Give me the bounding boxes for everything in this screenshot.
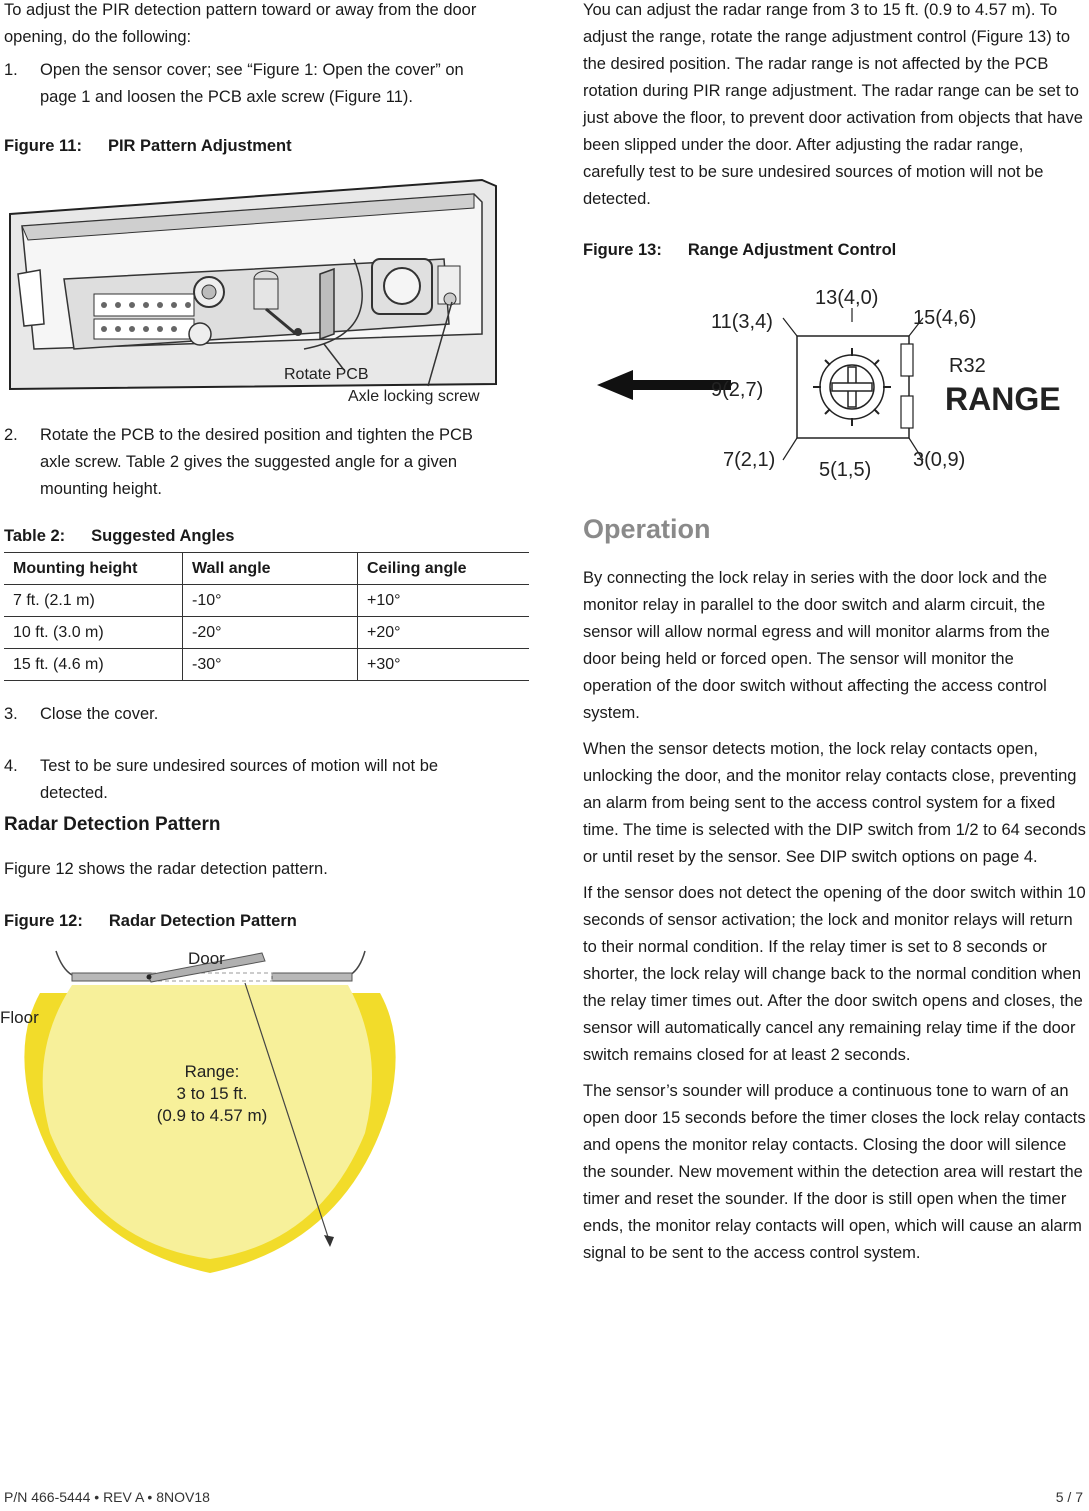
range-pos-15-label: 15(4,6) — [913, 307, 977, 329]
table-row — [4, 617, 529, 649]
range-pos-3-label: 3(0,9) — [913, 449, 966, 471]
table-row — [4, 649, 529, 681]
step-2 — [4, 422, 504, 503]
caption-number: Table 2: — [4, 527, 66, 545]
door-label: Door — [188, 949, 225, 968]
table-cell: +30° — [358, 649, 530, 681]
figure-12-caption — [4, 908, 529, 935]
table-cell: +20° — [358, 617, 530, 649]
range-label-line-2: 3 to 15 ft. — [176, 1084, 248, 1103]
axle-screw-label: Axle locking screw — [348, 388, 480, 405]
operation-paragraph-1: By connecting the lock relay in series with the door lock and the monitor relay in parallel to the door switch and alarm circuit, the sensor will allow normal egress and will monitor alarms from the door being held or forced open. The sensor will monitor the operation of the door switch without affecting the access control system. — [583, 569, 1050, 722]
part-number-label: R32 — [949, 355, 986, 377]
range-pos-13-label: 13(4,0) — [815, 287, 879, 309]
left-column — [0, 0, 529, 1283]
intro-paragraph: To adjust the PIR detection pattern toward or away from the door opening, do the following: — [4, 1, 477, 46]
table-cell: -10° — [183, 585, 358, 617]
step-number: 1. — [4, 61, 18, 79]
table-cell: 15 ft. (4.6 m) — [4, 649, 183, 681]
range-label-line-1: Range: — [184, 1062, 240, 1081]
figure-13-caption — [583, 237, 1086, 264]
column-header: Ceiling angle — [358, 553, 530, 585]
radar-pattern-illustration — [0, 943, 420, 1283]
step-1 — [4, 57, 504, 111]
table-cell: 7 ft. (2.1 m) — [4, 585, 183, 617]
table-cell: +10° — [358, 585, 530, 617]
range-pos-7-label: 7(2,1) — [723, 449, 776, 471]
operation-paragraph-2: When the sensor detects motion, the lock relay contacts open, unlocking the door, and the monitor relay contacts close, preventing an alarm from being sent to the access control system for a fixed time. The time is selected with the DIP switch from 1/2 to 64 seconds or until reset by the sensor. See DIP switch options on page 4. — [583, 740, 1086, 866]
column-header: Wall angle — [183, 553, 358, 585]
step-number: 2. — [4, 426, 18, 444]
floor-label: Floor — [0, 1008, 39, 1027]
step-3 — [4, 701, 540, 728]
radar-section-heading: Radar Detection Pattern — [4, 814, 221, 835]
range-pos-9-label: 9(2,7) — [711, 379, 764, 401]
radar-intro-paragraph: Figure 12 shows the radar detection pattern. — [4, 860, 328, 878]
caption-title: PIR Pattern Adjustment — [107, 137, 292, 155]
caption-title: Suggested Angles — [91, 527, 235, 545]
caption-number: Figure 11: — [4, 137, 82, 155]
range-pos-11-label: 11(3,4) — [711, 311, 773, 333]
table-cell: -20° — [183, 617, 358, 649]
range-pos-5-label: 5(1,5) — [819, 459, 872, 481]
operation-paragraph-3: If the sensor does not detect the opening of the door switch within 10 seconds of sensor activation; the lock and monitor relays will return to their normal condition. If the relay timer is set to 8 seconds or shorter, the lock relay will change back to the normal condition when the relay timer times out. After the door switch opens and closes, the sensor will automatically cancel any remaining relay time if the door switch remains closed for at least 2 seconds. — [583, 884, 1086, 1064]
step-text: Rotate the PCB to the desired position and tighten the PCB axle screw. Table 2 gives the suggested angle for a given mounting height. — [40, 426, 473, 498]
table-cell: -30° — [183, 649, 358, 681]
step-number: 3. — [4, 705, 18, 723]
range-control-illustration — [583, 274, 1073, 484]
table-2-caption — [4, 523, 529, 550]
right-column — [583, 0, 1086, 1267]
caption-number: Figure 13: — [583, 241, 662, 259]
operation-heading: Operation — [583, 514, 711, 544]
pir-pcb-illustration — [4, 174, 504, 419]
table-row — [4, 585, 529, 617]
caption-title: Radar Detection Pattern — [108, 912, 297, 930]
suggested-angles-table — [4, 552, 529, 681]
footer-part-number: P/N 466-5444 • REV A • 8NOV18 — [4, 1489, 210, 1505]
step-4 — [4, 753, 504, 807]
radar-range-paragraph: You can adjust the radar range from 3 to 15 ft. (0.9 to 4.57 m). To adjust the range, rotate the range adjustment control (Figure 13) to the desired position. The radar range is not affected by the PCB rotation during PIR range adjustment. The radar range can be set to just above the floor, to prevent door activation from objects that have been slipped under the door. After adjusting the radar range, carefully test to be sure undesired sources of motion will not be detected. — [583, 1, 1083, 208]
range-word-label: RANGE — [945, 381, 1061, 417]
operation-paragraph-4: The sensor’s sounder will produce a continuous tone to warn of an open door 15 seconds before the timer closes the lock relay contacts and opens the monitor relay contacts. Closing the door will silence the sounder. New movement within the detection area will restart the timer and reset the sounder. If the door is still open when the timer ends, the monitor relay contacts will open, which will cause an alarm signal to be sent to the access control system. — [583, 1082, 1086, 1262]
step-text: Close the cover. — [40, 705, 159, 723]
step-text: Test to be sure undesired sources of motion will not be detected. — [40, 757, 439, 802]
caption-title: Range Adjustment Control — [687, 241, 897, 259]
footer-page-number: 5 / 7 — [1055, 1489, 1083, 1505]
range-label-line-3: (0.9 to 4.57 m) — [156, 1106, 268, 1125]
table-header-row — [4, 553, 529, 585]
step-text: Open the sensor cover; see “Figure 1: Open the cover” on page 1 and loosen the PCB axle screw (Figure 11). — [40, 61, 464, 106]
table-cell: 10 ft. (3.0 m) — [4, 617, 183, 649]
figure-11-caption — [4, 133, 529, 160]
caption-number: Figure 12: — [4, 912, 83, 930]
rotate-pcb-label: Rotate PCB — [284, 366, 369, 383]
column-header: Mounting height — [4, 553, 183, 585]
step-number: 4. — [4, 757, 18, 775]
